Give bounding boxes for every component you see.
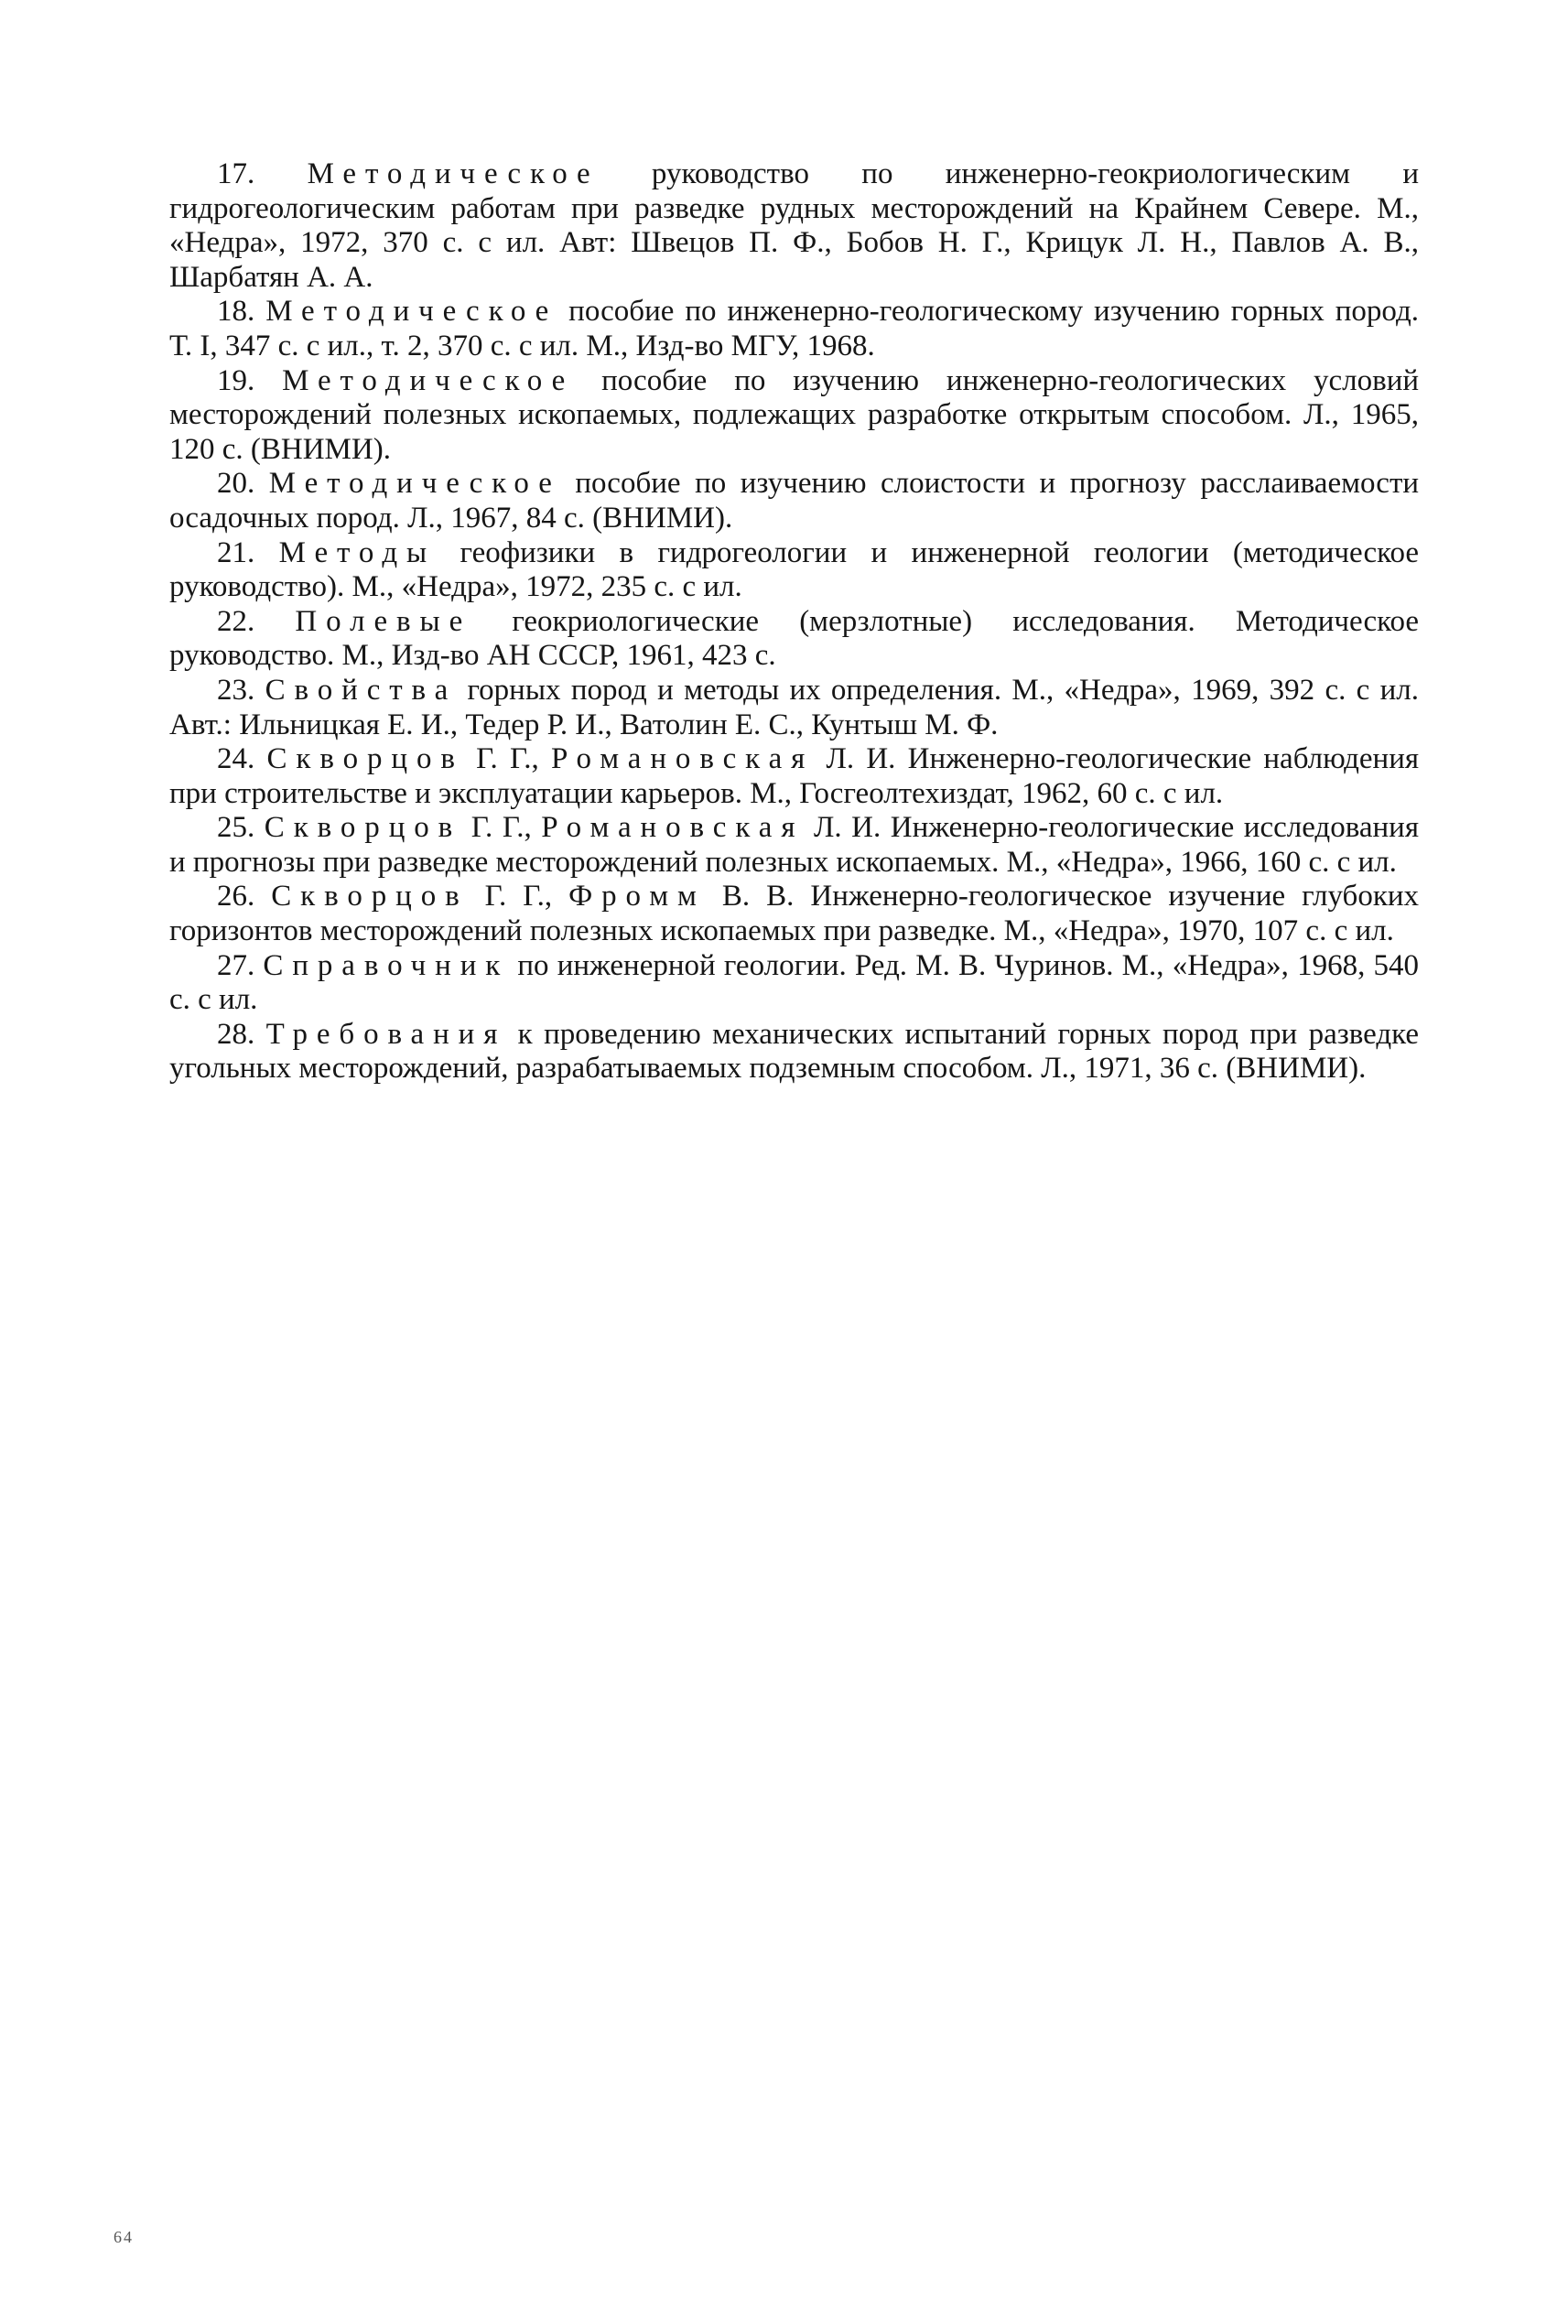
entry-number: 21.: [217, 535, 255, 569]
entry-lead-word: Методическое: [282, 363, 575, 397]
reference-entry-21: [169, 536, 1419, 605]
entry-text: геофизики в гидрогеологии и инженерной геологии (методическое руководство). М., «Недра», 1972, 235 с. с ил.: [169, 535, 1420, 604]
entry-lead-word: Справочник: [263, 948, 510, 982]
reference-entry-17: [169, 157, 1419, 295]
entry-second-author: Фромм: [568, 880, 706, 913]
entry-second-author: Романовская: [551, 742, 815, 776]
entry-text: пособие по изучению слоистости и прогнозу расслаиваемости осадочных пород. Л., 1967, 84 с. (ВНИМИ).: [169, 467, 1420, 535]
entry-lead-word: Методическое: [268, 467, 561, 501]
entry-text: по инженерной геологии. Ред. М. В. Чуринов. М., «Недра», 1968, 540 с. с ил.: [169, 948, 1420, 1017]
reference-entry-26: [169, 880, 1419, 948]
reference-entry-18: [169, 295, 1419, 363]
reference-entry-24: [169, 742, 1419, 811]
entry-number: 17.: [217, 157, 255, 190]
reference-entry-23: [169, 674, 1419, 742]
entry-number: 22.: [217, 604, 255, 638]
entry-text: руководство по инженерно-геокриологическим и гидрогеологическим работам при разведке рудных месторождений на Крайнем Севере. М., «Недра», 1972, 370 с. с ил. Авт: Швецов П. Ф., Бобов Н. Г., Крицук Л. Н., Павлов А. В., Шарбатян А. А.: [169, 157, 1420, 294]
entry-text: геокриологические (мерзлотные) исследования. Методическое руководство. М., Изд-во АН СССР, 1961, 423 с.: [169, 604, 1420, 673]
reference-entry-22: [169, 605, 1419, 674]
entry-number: 26.: [217, 880, 255, 913]
entry-initials: Г. Г.,: [476, 742, 539, 776]
reference-entry-19: [169, 364, 1419, 468]
entry-text: горных пород и методы их определения. М., «Недра», 1969, 392 с. с ил. Авт.: Ильницкая Е. И., Тедер Р. И., Ватолин Е. С., Кунтыш М. Ф.: [169, 673, 1420, 741]
entry-number: 19.: [217, 363, 255, 397]
entry-number: 18.: [217, 295, 255, 329]
entry-initials: Г. Г.,: [484, 880, 553, 913]
reference-entry-28: [169, 1018, 1419, 1086]
page-number: 64: [114, 2228, 134, 2246]
entry-number: 24.: [217, 742, 255, 776]
entry-text: Л. И. Инженерно-геологические исследования и прогнозы при разведке месторождений полезных ископаемых. М., «Недра», 1966, 160 с. с ил.: [169, 811, 1420, 879]
reference-entry-20: [169, 467, 1419, 535]
entry-lead-word: Методическое: [307, 157, 600, 190]
reference-entry-27: [169, 949, 1419, 1018]
entry-text: пособие по изучению инженерно-геологических условий месторождений полезных ископаемых, подлежащих разработке открытым способом. Л., 1965, 120 с. (ВНИМИ).: [169, 363, 1420, 466]
entry-lead-word: Скворцов: [264, 811, 462, 845]
entry-number: 27.: [217, 948, 255, 982]
entry-text: пособие по инженерно-геологическому изучению горных пород. Т. I, 347 с. с ил., т. 2, 370 с. с ил. М., Изд-во МГУ, 1968.: [169, 295, 1419, 362]
entry-lead-word: Свойства: [265, 673, 458, 707]
entry-lead-word: Скворцов: [271, 880, 469, 913]
entry-lead-word: Требования: [265, 1017, 507, 1051]
entry-number: 25.: [217, 811, 255, 845]
entry-text: Л. И. Инженерно-геологические наблюдения при строительстве и эксплуатации карьеров. М., Госгеолтехиздат, 1962, 60 с. с ил.: [169, 742, 1420, 810]
entry-number: 20.: [217, 467, 255, 501]
entry-lead-word: Методы: [278, 535, 437, 569]
entry-number: 23.: [217, 673, 255, 707]
entry-text: В. В. Инженерно-геологическое изучение глубоких горизонтов месторождений полезных ископаемых при разведке. М., «Недра», 1970, 107 с. с ил.: [169, 880, 1420, 948]
entry-lead-word: Полевые: [295, 604, 472, 638]
entry-initials: Г. Г.,: [470, 811, 532, 845]
entry-lead-word: Методическое: [265, 295, 558, 329]
entry-text: к проведению механических испытаний горных пород при разведке угольных месторождений, разрабатываемых подземным способом. Л., 1971, 36 с. (ВНИМИ).: [169, 1017, 1420, 1086]
entry-number: 28.: [217, 1017, 255, 1051]
reference-list: [169, 157, 1419, 1086]
entry-lead-word: Скворцов: [266, 742, 464, 776]
reference-entry-25: [169, 811, 1419, 880]
entry-second-author: Романовская: [541, 811, 805, 845]
